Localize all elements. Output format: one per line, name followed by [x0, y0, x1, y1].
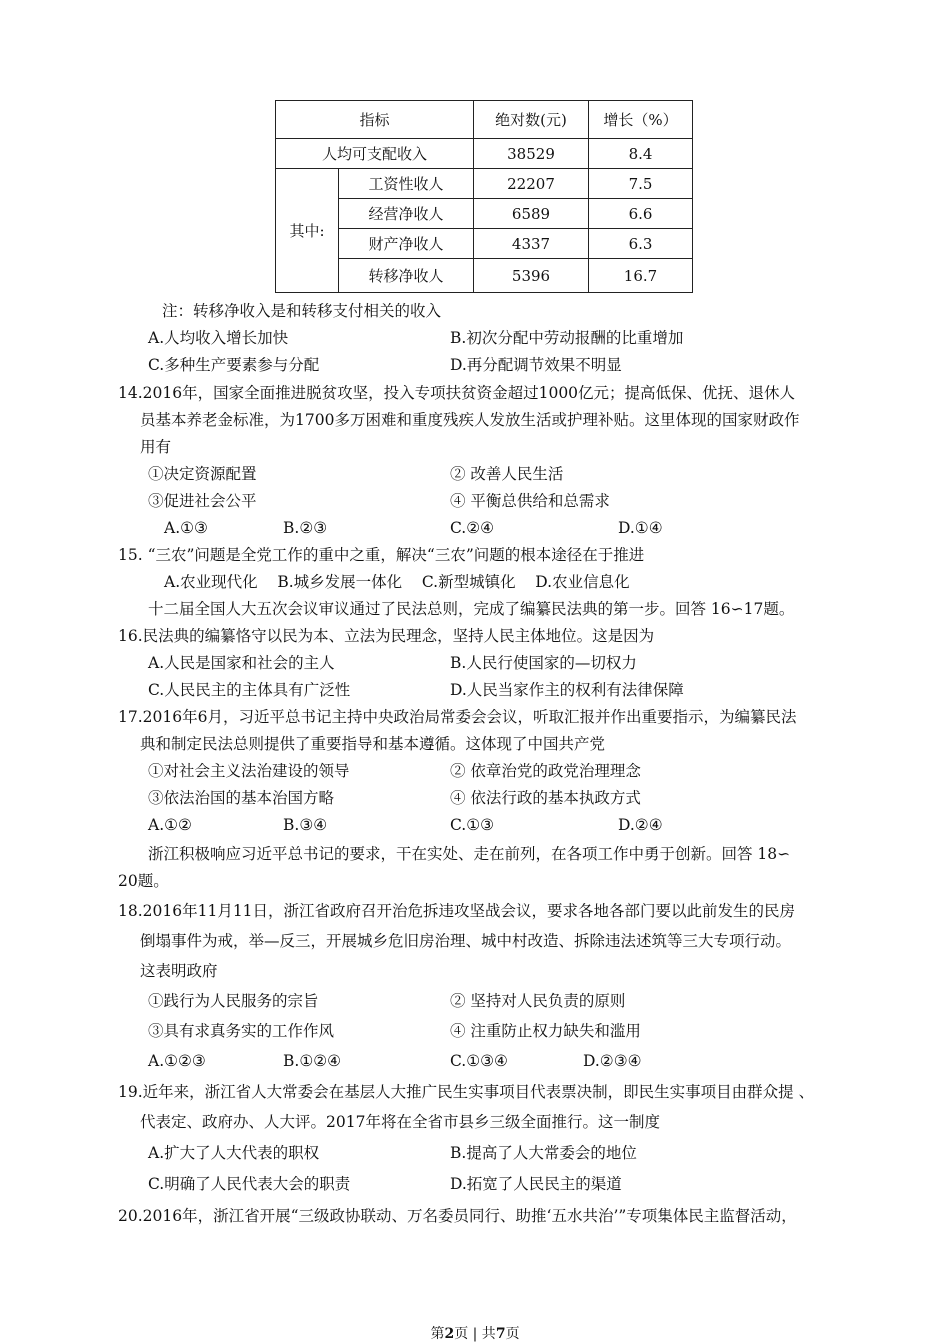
q14-statement-1: ①决定资源配置 [148, 465, 257, 483]
table-row [276, 199, 693, 229]
q17-stem-line2: 典和制定民法总则提供了重要指导和基本遵循。这体现了中国共产党 [140, 735, 606, 753]
q14-stem-line3: 用有 [140, 438, 172, 456]
footer-prefix: 第 [430, 1326, 445, 1342]
sub-row-value: 6589 [474, 199, 589, 229]
sub-row-growth: 6.3 [589, 229, 693, 259]
q16-option-d: D.人民当家作主的权利有法律保障 [450, 681, 684, 699]
q17-statement-3: ③依法治国的基本治国方略 [148, 789, 335, 807]
intro-16-17: 十二届全国人大五次会议审议通过了民法总则，完成了编纂民法典的第一步。回答 16∽17题。 [148, 600, 795, 618]
q14-stem-line1: 14.2016年，国家全面推进脱贫攻坚，投入专项扶贫资金超过1000亿元；提高低保、优抚、退休人 [118, 384, 796, 402]
table-row [276, 229, 693, 259]
q14-option-b: B.②③ [283, 519, 328, 537]
intro-18-20-line2: 20题。 [118, 872, 169, 890]
q17-stem-line1: 17.2016年6月，习近平总书记主持中央政治局常委会会议，听取汇报并作出重要指示，为编纂民法 [118, 708, 797, 726]
q16-option-c: C.人民民主的主体具有广泛性 [148, 681, 351, 699]
q14-stem-line2: 员基本养老金标准，为1700多万困难和重度残疾人发放生活或护理补贴。这里体现的国家财政作 [140, 411, 800, 429]
q14-option-d: D.①④ [618, 519, 663, 537]
sub-row-growth: 7.5 [589, 169, 693, 199]
q17-option-c: C.①③ [450, 816, 495, 834]
q18-statement-2: ② 坚持对人民负责的原则 [450, 992, 626, 1010]
q14-statement-2: ② 改善人民生活 [450, 465, 564, 483]
q17-statement-1: ①对社会主义法治建设的领导 [148, 762, 350, 780]
q16-option-a: A.人民是国家和社会的主人 [148, 654, 335, 672]
q19-stem-line2: 代表定、政府办、人大评。2017年将在全省市县乡三级全面推行。这一制度 [140, 1113, 660, 1131]
q17-statement-4: ④ 依法行政的基本执政方式 [450, 789, 641, 807]
q18-stem-line2: 倒塌事件为戒，举—反三，开展城乡危旧房治理、城中村改造、拆除违法述筑等三大专项行动。 [140, 932, 792, 950]
total-page-count: 7 [495, 1326, 506, 1342]
sub-row-growth: 6.6 [589, 199, 693, 229]
q15-options: A.农业现代化 B.城乡发展一体化 C.新型城镇化 D.农业信息化 [164, 573, 630, 591]
q14-statement-3: ③促进社会公平 [148, 492, 257, 510]
q14-option-c: C.②④ [450, 519, 495, 537]
q18-option-c: C.①③④ [450, 1052, 508, 1070]
sub-row-label: 转移净收人 [339, 259, 474, 293]
q17-statement-2: ② 依章治党的政党治理理念 [450, 762, 641, 780]
q13-option-c: C.多种生产要素参与分配 [148, 356, 320, 374]
sub-row-value: 5396 [474, 259, 589, 293]
q14-option-a: A.①③ [164, 519, 208, 537]
q19-option-d: D.拓宽了人民民主的渠道 [450, 1175, 622, 1193]
q13-option-a: A.人均收入增长加快 [148, 329, 289, 347]
intro-18-20-line1: 浙江积极响应习近平总书记的要求，干在实处、走在前列，在各项工作中勇于创新。回答 18∽ [148, 845, 791, 863]
header-indicator: 指标 [276, 101, 474, 139]
q13-option-d: D.再分配调节效果不明显 [450, 356, 622, 374]
q18-stem-line3: 这表明政府 [140, 962, 218, 980]
group-label: 其中: [276, 169, 339, 293]
header-absolute: 绝对数(元) [474, 101, 589, 139]
main-row-growth: 8.4 [589, 139, 693, 169]
sub-row-growth: 16.7 [589, 259, 693, 293]
q20-stem-line1: 20.2016年，浙江省开展“三级政协联动、万名委员同行、助推‘五水共治’”专项集体民主监督活动， [118, 1207, 797, 1225]
q18-statement-4: ④ 注重防止权力缺失和滥用 [450, 1022, 641, 1040]
q19-option-c: C.明确了人民代表大会的职责 [148, 1175, 351, 1193]
page-footer [0, 1323, 950, 1343]
sub-row-label: 财产净收人 [339, 229, 474, 259]
table-note: 注：转移净收入是和转移支付相关的收入 [162, 302, 442, 320]
q16-option-b: B.人民行使国家的—切权力 [450, 654, 637, 672]
q18-stem-line1: 18.2016年11月11日，浙江省政府召开治危拆违攻坚战会议，要求各地各部门要以此前发生的民房 [118, 902, 796, 920]
current-page-number: 2 [444, 1326, 455, 1342]
income-table [275, 100, 693, 293]
header-growth: 增长（%） [589, 101, 693, 139]
q15-stem: 15. “三农”问题是全党工作的重中之重，解决“三农”问题的根本途径在于推进 [118, 546, 645, 564]
q18-statement-1: ①践行为人民服务的宗旨 [148, 992, 319, 1010]
table-row [276, 259, 693, 293]
footer-suffix: 页 [505, 1326, 520, 1342]
q18-statement-3: ③具有求真务实的工作作风 [148, 1022, 335, 1040]
sub-row-value: 4337 [474, 229, 589, 259]
q18-option-d: D.②③④ [583, 1052, 642, 1070]
sub-row-value: 22207 [474, 169, 589, 199]
q19-option-b: B.提高了人大常委会的地位 [450, 1144, 637, 1162]
q13-option-b: B.初次分配中劳动报酬的比重增加 [450, 329, 684, 347]
q17-option-d: D.②④ [618, 816, 663, 834]
sub-row-label: 经营净收人 [339, 199, 474, 229]
q18-option-a: A.①②③ [148, 1052, 206, 1070]
q17-option-b: B.③④ [283, 816, 328, 834]
q19-option-a: A.扩大了人大代表的职权 [148, 1144, 320, 1162]
footer-mid: 页 | 共 [454, 1326, 496, 1342]
q16-stem: 16.民法典的编纂恪守以民为本、立法为民理念，坚持人民主体地位。这是因为 [118, 627, 655, 645]
main-row-label: 人均可支配收入 [276, 139, 474, 169]
main-row-value: 38529 [474, 139, 589, 169]
q14-statement-4: ④ 平衡总供给和总需求 [450, 492, 610, 510]
table-row [276, 169, 693, 199]
q18-option-b: B.①②④ [283, 1052, 342, 1070]
q17-option-a: A.①② [148, 816, 192, 834]
sub-row-label: 工资性收人 [339, 169, 474, 199]
q19-stem-line1: 19.近年来，浙江省人大常委会在基层人大推广民生实事项目代表票决制，即民生实事项目由群众提 、 [118, 1083, 815, 1101]
